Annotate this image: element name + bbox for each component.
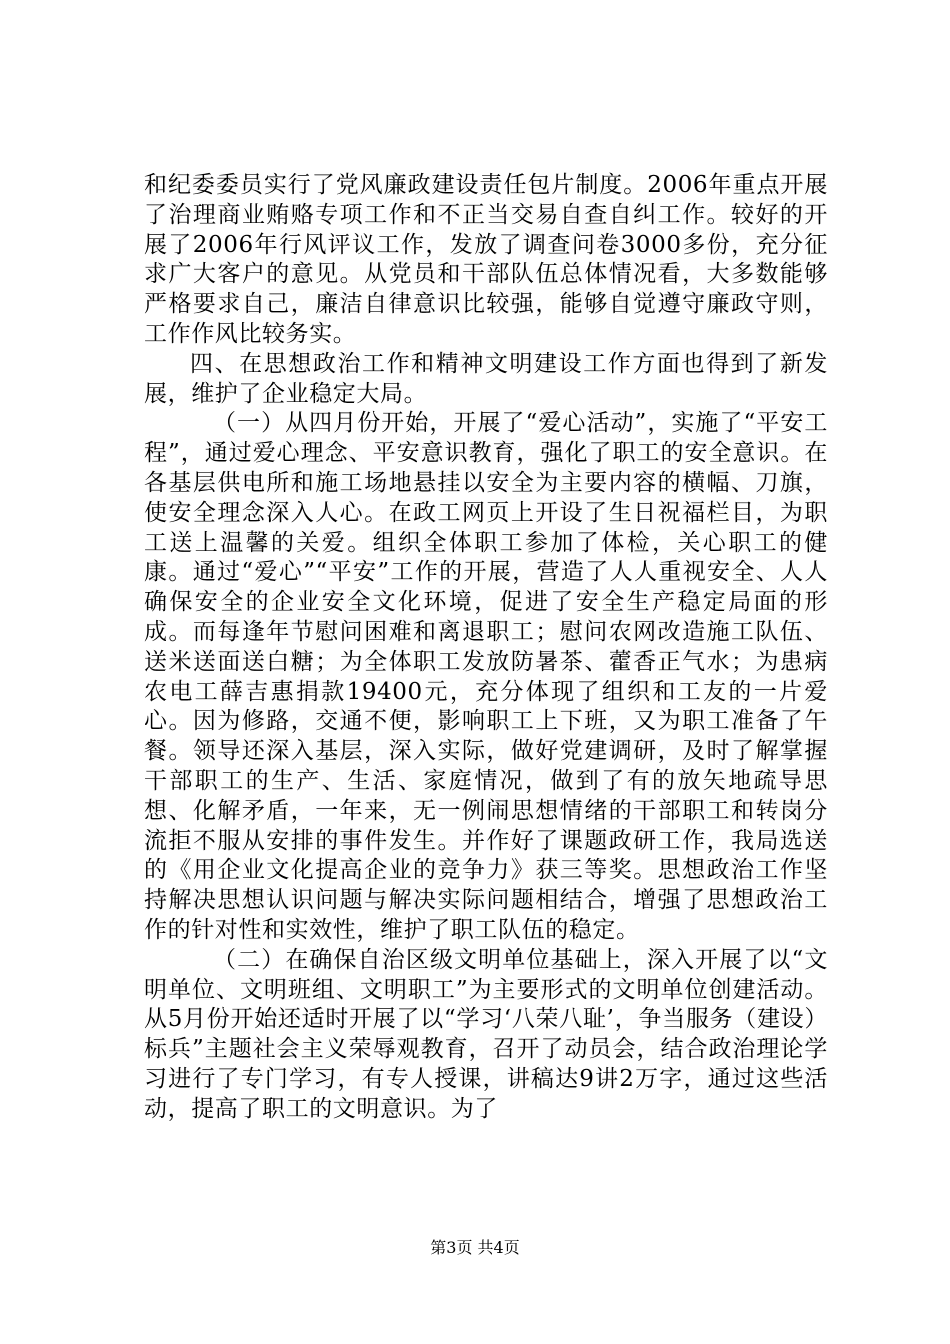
paragraph-love-safety-activities: （一）从四月份开始，开展了“爱心活动”，实施了“平安工程”，通过爱心理念、平安意识教育，强化了职工的安全意识。在各基层供电所和施工场地悬挂以安全为主要内容的横幅、刀旗，使安全理念深入人心。在政工网页上开设了生日祝福栏目，为职工送上温馨的关爱。组织全体职工参加了体检，关心职工的健康。通过“爱心”“平安”工作的开展，营造了人人重视安全、人人确保安全的企业安全文化环境，促进了安全生产稳定局面的形成。而每逢年节慰问困难和离退职工；慰问农网改造施工队伍、送米送面送白糖；为全体职工发放防暑茶、藿香正气水；为患病农电工薛吉惠捐款19400元，充分体现了组织和工友的一片爱心。因为修路，交通不便，影响职工上下班，又为职工准备了午餐。领导还深入基层，深入实际，做好党建调研，及时了解掌握干部职工的生产、生活、家庭情况，做到了有的放矢地疏导思想、化解矛盾，一年来，无一例闹思想情绪的干部职工和转岗分流拒不服从安排的事件发生。并作好了课题政研工作，我局选送的《用企业文化提高企业的竞争力》获三等奖。思想政治工作坚持解决思想认识问题与解决实际问题相结合，增强了思想政治工作的针对性和实效性，维护了职工队伍的稳定。	[144, 410, 828, 943]
page-footer: 第3页 共4页	[430, 1238, 520, 1257]
document-body	[144, 171, 828, 1125]
paragraph-section-four-heading: 四、在思想政治工作和精神文明建设工作方面也得到了新发展，维护了企业稳定大局。	[144, 350, 828, 407]
paragraph-civilized-unit: （二）在确保自治区级文明单位基础上，深入开展了以“文明单位、文明班组、文明职工”为主要形式的文明单位创建活动。从5月份开始还适时开展了以“学习‘八荣八耻’，争当服务（建设）标兵”主题社会主义荣辱观教育，召开了动员会，结合政治理论学习进行了专门学习，有专人授课，讲稿达9讲2万字，通过这些活动，提高了职工的文明意识。为了	[144, 946, 828, 1122]
paragraph-party-conduct: 和纪委委员实行了党风廉政建设责任包片制度。2006年重点开展了治理商业贿赂专项工作和不正当交易自查自纠工作。较好的开展了2006年行风评议工作，发放了调查问卷3000多份，充分征求广大客户的意见。从党员和干部队伍总体情况看，大多数能够严格要求自己，廉洁自律意识比较强，能够自觉遵守廉政守则，工作作风比较务实。	[144, 172, 828, 347]
